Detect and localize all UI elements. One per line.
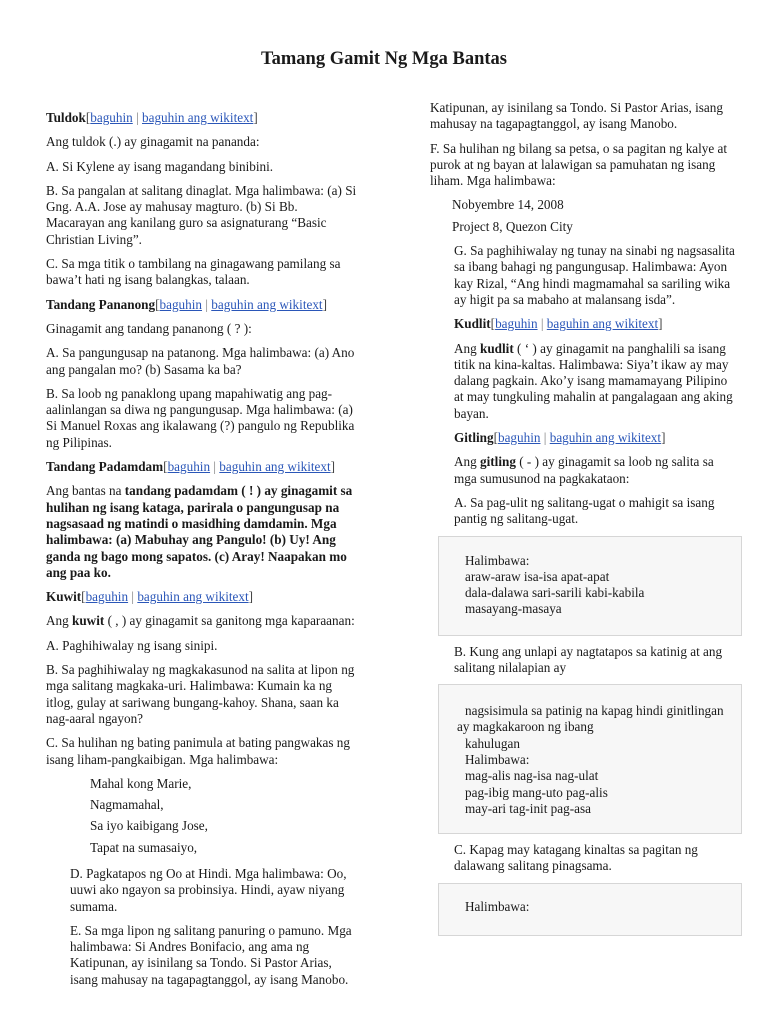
paragraph: C. Sa mga titik o tambilang na ginagawang pamilang sa bawa’t hati ng isang balangkas, talaan. [46, 256, 341, 288]
letter-line: Tapat na sumasaiyo, [90, 839, 198, 855]
edit-source-link[interactable]: baguhin ang wikitext [142, 110, 254, 125]
page-title: Tamang Gamit Ng Mga Bantas [260, 49, 507, 69]
paragraph: B. Sa paghihiwalay ng magkakasunod na salita at lipon ng mga salitang magkaka-uri. Halimbawa: Kumain ka ng itlog, gulay at sariwang bungang-kahoy. Shana, saan ka nag-aaral ngayon? [46, 662, 355, 726]
example-line: Halimbawa: [465, 898, 530, 914]
text-bold: kuwit [72, 613, 105, 629]
paragraph: C. Sa hulihan ng bating panimula at bating pangwakas ng isang liham-pangkaibigan. Mga halimbawa: [46, 735, 350, 767]
edit-source-link[interactable]: baguhin ang wikitext [546, 316, 659, 332]
example-box [438, 883, 742, 936]
section-heading-pananong [46, 297, 358, 313]
text-bold: gitling [480, 454, 516, 470]
paragraph: Ang tuldok (.) ay ginagamit na pananda: [46, 134, 260, 150]
separator: | [543, 430, 547, 446]
example-line: Halimbawa: [465, 752, 530, 768]
paragraph: D. Pagkatapos ng Oo at Hindi. Mga halimbawa: Oo, uuwi ako ngayon sa probinsiya. Hindi, ayaw niyang sumama. [70, 865, 347, 914]
edit-link[interactable]: baguhin [85, 589, 129, 605]
separator: | [213, 459, 216, 475]
paragraph [454, 454, 735, 487]
example-box [438, 684, 742, 834]
letter-line: Sa iyo kaibigang Jose, [90, 818, 208, 834]
address-example: Project 8, Quezon City [452, 218, 573, 234]
separator: | [136, 110, 139, 125]
date-example: Nobyembre 14, 2008 [452, 197, 564, 213]
text-bold: tandang padamdam ( ! ) ay ginagamit sa hulihan ng isang kataga, parirala o pangungusap na nagsasaad ng matindi o masidhing damdamin. Mga halimbawa: (a) Mabuhay ang Pangulo! (b) Uy! Ang ganda ng bago mong sapatos. (c) Aray! Naapakan mo ang paa ko. [46, 483, 353, 580]
example-line: kahulugan [465, 735, 520, 751]
paragraph: G. Sa paghihiwalay ng tunay na sinabi ng nagsasalita sa ibang bahagi ng pangungusap. Halimbawa: Ayon kay Rizal, “Ang hindi magmamahal sa sariling wika ay higit pa sa mabaho at malansang isda”. [454, 243, 735, 307]
paragraph: C. Kapag may katagang kinaltas sa pagitan ng dalawang salitang pinagsama. [454, 842, 698, 874]
text-lead: Ang [454, 340, 481, 356]
paragraph: B. Sa pangalan at salitang dinaglat. Mga halimbawa: (a) Si Gng. A.A. Jose ay mahusay magturo. (b) Si Bb. Macarayan ang kanilang guro sa asignaturang “Basic Christian Living”. [46, 182, 357, 247]
example-line: may-ari tag-init pag-asa [465, 800, 591, 816]
section-heading-tuldok [46, 110, 358, 126]
heading-label: Kudlit [454, 316, 491, 332]
edit-link[interactable]: baguhin [167, 459, 211, 475]
edit-source-link[interactable]: baguhin ang wikitext [137, 589, 249, 605]
edit-source-link[interactable]: baguhin ang wikitext [549, 430, 662, 446]
example-line: dala-dalawa sari-sarili kabi-kabila [465, 585, 645, 601]
section-heading-padamdam [46, 459, 358, 475]
heading-label: Tandang Padamdam [46, 459, 164, 475]
paragraph [454, 341, 735, 422]
right-column [430, 100, 735, 944]
example-box [438, 536, 742, 636]
example-line: araw-araw isa-isa apat-apat [465, 568, 610, 584]
paragraph: A. Paghihiwalay ng isang sinipi. [46, 637, 218, 653]
edit-links: [baguhin | baguhin ang wikitext] [493, 430, 666, 446]
paragraph: Ginagamit ang tandang pananong ( ? ): [46, 320, 252, 336]
heading-label: Tuldok [46, 110, 86, 125]
paragraph: F. Sa hulihan ng bilang sa petsa, o sa pagitan ng kalye at purok at ng bayan at lalawigan sa pamuhatan ng isang liham. Mga halimbawa: [430, 140, 728, 189]
example-line: pag-ibig mang-uto pag-alis [465, 784, 608, 800]
edit-links: [baguhin | baguhin ang wikitext] [81, 589, 254, 605]
section-heading-kudlit [454, 316, 735, 332]
text-tail: ( ‘ ) ay ginagamit na panghalili sa isang titik na kina-kaltas. Halimbawa: Siya’t ikaw ay may dalang pagkain. Ako’y isang mamamayang Pilipino at may tungkuling mahalin at pangalagaan ang aking bayan. [454, 340, 733, 421]
text-lead: Ang [454, 454, 481, 470]
example-line: Halimbawa: [465, 552, 530, 568]
edit-links: [baguhin | baguhin ang wikitext] [490, 316, 663, 332]
heading-label: Kuwit [46, 589, 82, 605]
edit-links: [baguhin | baguhin ang wikitext] [163, 459, 336, 475]
paragraph: B. Kung ang unlapi ay nagtatapos sa katinig at ang salitang nilalapian ay [454, 643, 723, 675]
edit-link[interactable]: baguhin [495, 316, 538, 332]
paragraph: A. Sa pangungusap na patanong. Mga halimbawa: (a) Ano ang pangalan mo? (b) Sasama ka ba? [46, 345, 355, 377]
separator: | [131, 589, 135, 605]
edit-links: [baguhin | baguhin ang wikitext] [85, 110, 258, 125]
edit-link[interactable]: baguhin [90, 110, 133, 125]
paragraph: A. Sa pag-ulit ng salitang-ugat o mahigit sa isang pantig ng salitang-ugat. [454, 494, 715, 527]
paragraph [46, 613, 358, 629]
edit-source-link[interactable]: baguhin ang wikitext [211, 296, 323, 312]
separator: | [205, 296, 208, 312]
paragraph: B. Sa loob ng panaklong upang mapahiwatig ang pag-aalinlangan sa diwa ng pangungusap. Mga halimbawa: (a) Si Manuel Roxas ang ikalawang (?) pangulo ng Republika ng Pilipinas. [46, 385, 355, 450]
example-line: masayang-masaya [465, 601, 562, 617]
text-lead: Ang bantas na [46, 483, 125, 499]
text-bold: kudlit [480, 340, 514, 356]
example-line: nagsisimula sa patinig na kapag hindi ginitlingan ay magkakaroon ng ibang [457, 703, 724, 735]
edit-source-link[interactable]: baguhin ang wikitext [219, 459, 331, 475]
paragraph [46, 483, 358, 581]
left-column [46, 110, 358, 996]
heading-label: Tandang Pananong [46, 296, 156, 312]
separator: | [540, 316, 544, 332]
paragraph: E. Sa mga lipon ng salitang panuring o pamuno. Mga halimbawa: Si Andres Bonifacio, ang ama ng Katipunan, ay isinilang sa Tondo. Si Pastor Arias, isang mahusay na tagapagtanggol, ay isang Manobo. [70, 922, 352, 987]
paragraph: A. Si Kylene ay isang magandang binibini. [46, 158, 274, 174]
text-tail: ( - ) ay ginagamit sa loob ng salita sa mga sumusunod na pagkakataon: [454, 454, 714, 486]
section-heading-kuwit [46, 589, 358, 605]
text-lead: Ang [46, 613, 73, 629]
paragraph: Katipunan, ay isinilang sa Tondo. Si Pastor Arias, isang mahusay na tagapagtanggol, ay isang Manobo. [430, 100, 723, 132]
heading-label: Gitling [454, 430, 494, 446]
edit-link[interactable]: baguhin [159, 296, 203, 312]
letter-line: Nagmamahal, [90, 797, 164, 813]
section-heading-gitling [454, 430, 735, 446]
letter-line: Mahal kong Marie, [90, 775, 192, 791]
example-line: mag-alis nag-isa nag-ulat [465, 768, 599, 784]
edit-link[interactable]: baguhin [497, 430, 541, 446]
text-tail: ( , ) ay ginagamit sa ganitong mga kaparaanan: [104, 613, 355, 629]
edit-links: [baguhin | baguhin ang wikitext] [155, 296, 327, 312]
